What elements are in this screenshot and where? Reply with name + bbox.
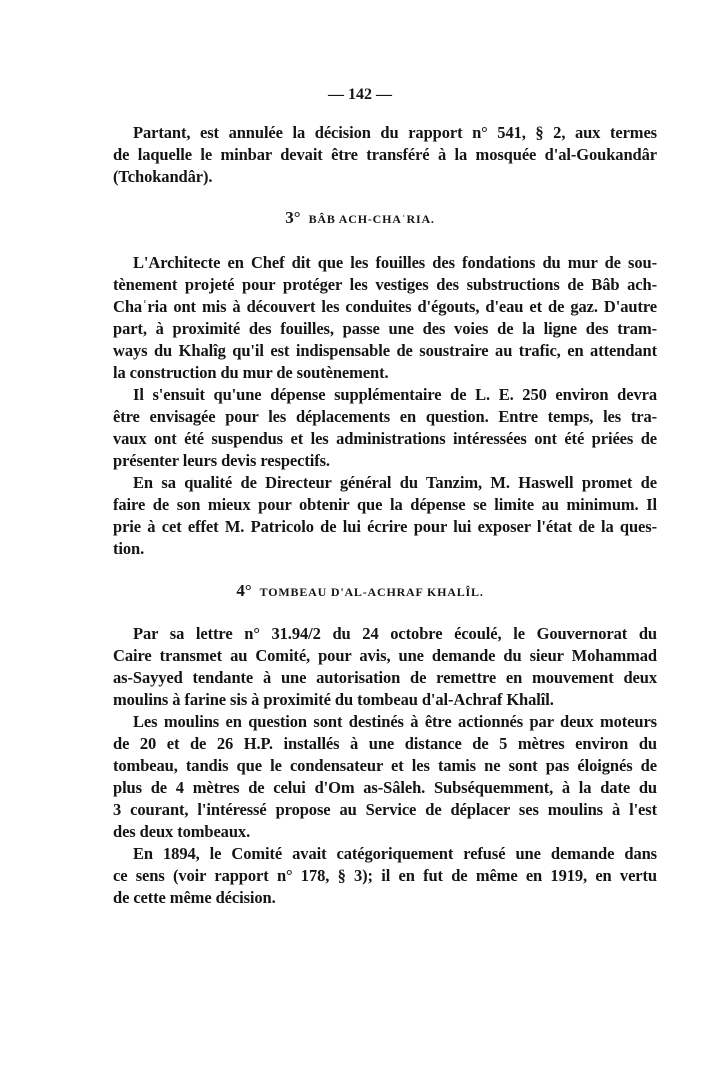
section-title: BÂB ACH-CHAʿRIA. [308, 212, 435, 226]
section-number: 3° [285, 208, 301, 227]
text-line: la construction du mur de soutènement. [113, 363, 389, 382]
section-title: TOMBEAU D'AL-ACHRAF KHALÎL. [259, 585, 484, 599]
text-line: tènement projeté pour protéger les vestiges des substructions de Bâb ach- [113, 275, 657, 294]
text-line: de cette même décision. [113, 888, 276, 907]
text-line: Caire transmet au Comité, pour avis, une demande du sieur Mohammad [113, 646, 657, 665]
section-heading [0, 208, 720, 228]
text-line: ways du Khalîg qu'il est indispensable de soustraire au trafic, en attendant [113, 341, 657, 360]
page-number: — 142 — [328, 86, 392, 103]
section-heading [0, 581, 720, 601]
text-line: (Tchokandâr). [113, 167, 213, 186]
text-line: être envisagée pour les déplacements en question. Entre temps, les tra- [113, 407, 657, 426]
text-line: En sa qualité de Directeur général du Tanzim, M. Haswell promet de [133, 473, 657, 492]
text-line: 3 courant, l'intéressé propose au Service de déplacer ses moulins à l'est [113, 800, 657, 819]
text-line: moulins à farine sis à proximité du tombeau d'al-Achraf Khalîl. [113, 690, 554, 709]
text-line: des deux tombeaux. [113, 822, 251, 841]
text-line: vaux ont été suspendus et les administrations intéressées ont été priées de [113, 429, 657, 448]
text-line: L'Architecte en Chef dit que les fouilles des fondations du mur de sou- [133, 253, 657, 272]
text-line: tion. [113, 539, 145, 558]
text-line: Par sa lettre n° 31.94/2 du 24 octobre écoulé, le Gouvernorat du [133, 624, 657, 643]
text-line: Partant, est annulée la décision du rapport n° 541, § 2, aux termes [133, 123, 657, 142]
text-line: plus de 4 mètres de celui d'Om as-Sâleh. Subséquemment, à la date du [113, 778, 657, 797]
text-line: Il s'ensuit qu'une dépense supplémentaire de L. E. 250 environ devra [133, 385, 657, 404]
text-line: Chaʿria ont mis à découvert les conduites d'égouts, d'eau et de gaz. D'autre [113, 297, 657, 316]
text-line: Les moulins en question sont destinés à être actionnés par deux moteurs [133, 712, 657, 731]
text-line: part, à proximité des fouilles, passe une des voies de la ligne des tram- [113, 319, 657, 338]
text-line: faire de son mieux pour obtenir que la dépense se limite au minimum. Il [113, 495, 657, 514]
text-line: as-Sayyed tendante à une autorisation de remettre en mouvement deux [113, 668, 657, 687]
text-line: tombeau, tandis que le condensateur et les tamis ne sont pas éloignés de [113, 756, 657, 775]
text-line: de laquelle le minbar devait être transféré à la mosquée d'al-Goukandâr [113, 145, 657, 164]
text-line: prie à cet effet M. Patricolo de lui écrire pour lui exposer l'état de la ques- [113, 517, 657, 536]
text-line: de 20 et de 26 H.P. installés à une distance de 5 mètres environ du [113, 734, 657, 753]
text-line: ce sens (voir rapport n° 178, § 3); il en fut de même en 1919, en vertu [113, 866, 657, 885]
text-line: présenter leurs devis respectifs. [113, 451, 330, 470]
text-line: En 1894, le Comité avait catégoriquement refusé une demande dans [133, 844, 657, 863]
section-number: 4° [236, 581, 252, 600]
